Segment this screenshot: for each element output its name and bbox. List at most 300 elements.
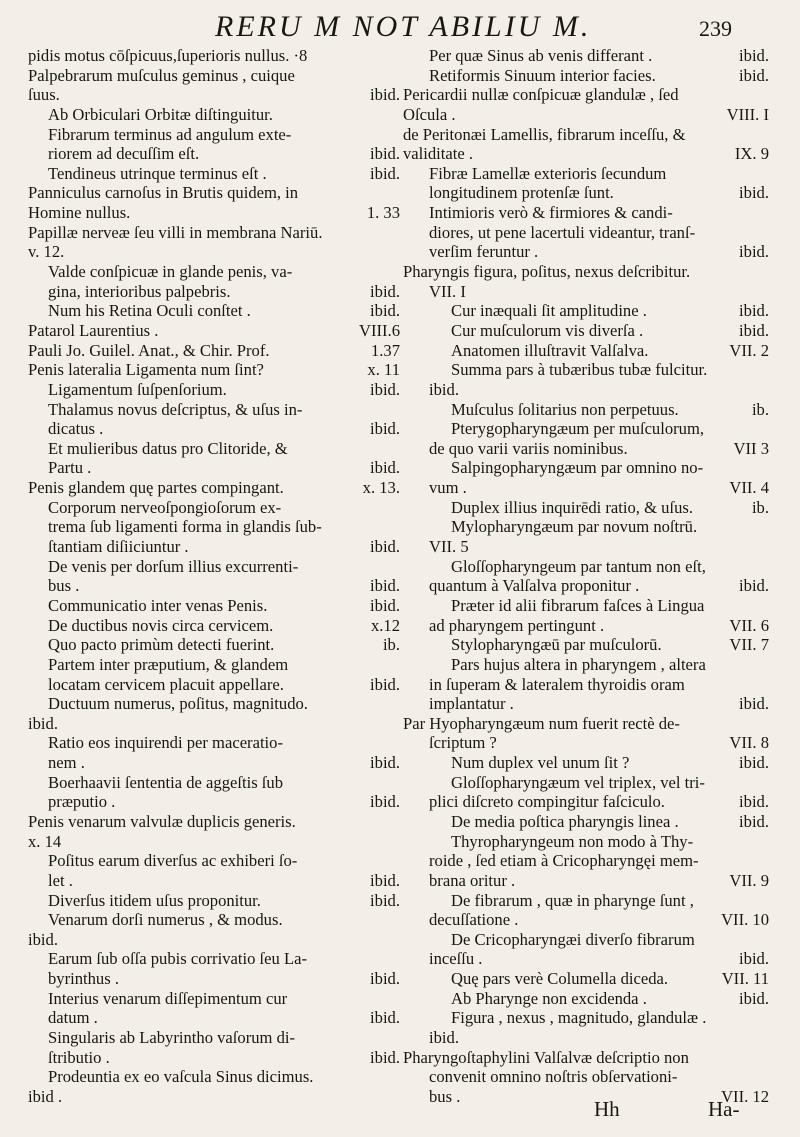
signature-mark: Hh [594,1097,620,1121]
entry-text: plici diſcreto compingitur faſciculo. [429,792,665,812]
index-entry [28,773,400,793]
entry-text: x. 14 [28,831,62,851]
index-entry [28,400,400,420]
index-entry [28,85,400,105]
index-entry [28,321,400,341]
index-entry [403,223,769,243]
index-entry [28,832,400,852]
entry-text: Quo pacto primùm detecti fuerint. [48,635,275,655]
entry-text: convenit omnino noſtris obſervationi- [429,1067,678,1087]
index-entry [403,832,769,852]
index-entry [28,891,400,911]
entry-text: Et mulieribus datus pro Clitoride, & [48,438,288,458]
entry-text: Duplex illius inquirēdi ratio, & uſus. [451,497,693,517]
index-entry [28,282,400,302]
entry-reference: ibid. [370,537,400,557]
entry-text: dicatus . [48,419,104,439]
entry-text: De Cricopharyngæi diverſo fibrarum [451,929,695,949]
index-entry [28,655,400,675]
entry-text: præputio . [48,792,116,812]
entry-text: Ductuum numerus, poſitus, magnitudo. [48,694,308,714]
entry-reference [763,1008,769,1028]
entry-reference: ib. [751,399,769,419]
index-entry [403,203,769,223]
entry-reference: ibid. [370,379,400,399]
page-number: 239 [699,16,732,41]
index-entry [403,557,769,577]
entry-text: v. 12. [28,242,65,262]
entry-reference [394,46,400,66]
index-entry [403,930,769,950]
entry-reference: ibid. [370,419,400,439]
index-entry [28,419,400,439]
index-entry [28,812,400,832]
entry-text: Interius venarum diſſepimentum cur [48,988,288,1008]
entry-reference: ibid. [739,949,769,969]
index-entry [403,301,769,321]
entry-reference: VII 3 [733,438,769,458]
entry-text: Diverſus itidem uſus proponitur. [48,890,261,910]
entry-reference: VII. 2 [729,340,769,360]
entry-text: Tendineus utrinque terminus eſt . [48,163,267,183]
entry-reference [394,851,400,871]
entry-text: verſim feruntur . [429,242,539,262]
entry-text: Ratio eos inquirendi per maceratio- [48,733,283,753]
index-entry [28,1008,400,1028]
index-entry [403,576,769,596]
index-entry [403,458,769,478]
entry-reference [763,1048,769,1068]
index-entry [28,144,400,164]
index-entry [28,46,400,66]
index-entry [28,439,400,459]
entry-text: ibid. [429,379,459,399]
index-entry [403,635,769,655]
entry-text: VII. I [429,281,466,301]
entry-reference [763,380,769,400]
index-entry [28,576,400,596]
entry-reference: ibid. [370,1047,400,1067]
index-entry [28,203,400,223]
entry-text: Penis venarum valvulæ duplicis generis. [28,811,296,831]
index-entry [28,557,400,577]
entry-reference: ibid. [370,870,400,890]
entry-reference: ib. [751,497,769,517]
entry-text: riorem ad decuſſim eſt. [48,144,200,164]
entry-text: implantatur . [429,694,514,714]
index-entry [28,694,400,714]
entry-reference: ibid. [370,301,400,321]
entry-text: nem . [48,753,85,773]
entry-text: roide , ſed etiam à Cricopharyngęi mem- [429,851,699,871]
entry-reference: ibid. [739,576,769,596]
index-entry [403,1067,769,1087]
entry-reference: VII. 7 [729,635,769,655]
index-entry [28,380,400,400]
entry-reference: ibid. [370,753,400,773]
index-entry [28,125,400,145]
index-entry [28,675,400,695]
index-entry [403,439,769,459]
entry-reference [763,164,769,184]
entry-reference: ibid. [370,163,400,183]
index-entry [28,989,400,1009]
entry-reference [763,360,769,380]
entry-text: in ſuperam & lateralem thyroidis oram [429,674,685,694]
entry-reference [763,714,769,734]
entry-text: Homine nullus. [28,203,131,223]
entry-reference [394,557,400,577]
entry-reference: ibid. [739,65,769,85]
entry-reference [763,596,769,616]
index-entry [403,321,769,341]
index-entry [28,596,400,616]
entry-reference: 1.37 [370,340,400,360]
entry-reference [394,1067,400,1087]
entry-reference [763,832,769,852]
index-entry [28,753,400,773]
entry-text: Muſculus ſolitarius non perpetuus. [451,399,679,419]
entry-text: Ab Pharynge non excidenda . [451,988,647,1008]
entry-reference: VII. 6 [729,615,769,635]
page-header [0,2,800,46]
index-column-left [28,46,400,1107]
entry-text: ibid . [28,1086,63,1106]
index-entry [28,478,400,498]
entry-text: ad pharyngem pertingunt . [429,615,605,635]
index-entry [403,989,769,1009]
index-entry [403,1008,769,1028]
index-entry [403,871,769,891]
index-entry [403,733,769,753]
entry-text: Pars hujus altera in pharyngem , altera [451,654,706,674]
entry-text: Cur muſculorum vis diverſa . [451,320,644,340]
entry-text: Panniculus carnoſus in Brutis quidem, in [28,183,299,203]
entry-text: Fibræ Lamellæ exterioris ſecundum [429,163,667,183]
index-entry [28,242,400,262]
index-entry [28,498,400,518]
entry-reference: ibid. [370,281,400,301]
index-entry [403,66,769,86]
entry-reference: VII. 8 [729,733,769,753]
entry-text: byrinthus . [48,969,119,989]
entry-reference: ibid. [370,792,400,812]
entry-text: Intimioris verò & firmiores & candi- [429,203,673,223]
entry-text: bus . [429,1086,461,1106]
index-entry [28,517,400,537]
entry-reference: ibid. [739,792,769,812]
index-entry [403,969,769,989]
index-entry [403,360,769,380]
entry-reference: x. 13. [362,478,400,498]
index-entry [28,105,400,125]
entry-text: ſuus. [28,85,60,105]
entry-reference [763,537,769,557]
index-entry [28,949,400,969]
index-entry [403,478,769,498]
entry-reference: ib. [382,635,400,655]
entry-reference [394,517,400,537]
entry-reference: ibid. [370,674,400,694]
entry-reference [763,773,769,793]
entry-reference [394,262,400,282]
entry-reference: ibid. [739,320,769,340]
index-entry [403,616,769,636]
entry-text: Num his Retina Oculi conſtet . [48,301,251,321]
entry-text: Pharyngis figura, poſitus, nexus deſcribitur. [403,262,691,282]
entry-text: De venis per dorſum illius excurrenti- [48,556,299,576]
index-entry [28,910,400,930]
entry-text: Figura , nexus , magnitudo, glandulæ . [451,1008,707,1028]
entry-reference: ibid. [370,595,400,615]
index-entry [403,675,769,695]
index-entry [403,262,769,282]
entry-reference [394,773,400,793]
entry-text: Per quæ Sinus ab venis differant . [429,46,653,65]
index-entry [403,910,769,930]
entry-reference [394,223,400,243]
index-entry [403,183,769,203]
entry-reference [763,262,769,282]
entry-reference [394,498,400,518]
index-entry [403,85,769,105]
entry-reference [394,439,400,459]
page-footer [0,1097,800,1127]
entry-text: quantum à Valſalva proponitur . [429,576,640,596]
entry-reference [394,694,400,714]
entry-text: Par Hyopharyngæum num fuerit rectè de- [403,713,680,733]
entry-reference [763,851,769,871]
index-entry [28,930,400,950]
index-entry [28,635,400,655]
entry-reference [394,242,400,262]
entry-reference [394,105,400,125]
entry-reference [763,419,769,439]
entry-reference: ibid. [370,890,400,910]
index-entry [28,341,400,361]
entry-reference [394,400,400,420]
entry-reference: ibid. [370,969,400,989]
entry-text: Pterygopharyngæum per muſculorum, [451,419,705,439]
entry-reference: VIII.6 [358,320,400,340]
entry-reference [394,949,400,969]
entry-reference [394,66,400,86]
entry-reference: x. 11 [367,360,400,380]
index-entry [403,949,769,969]
index-entry [403,242,769,262]
entry-text: Poſitus earum diverſus ac exhiberi ſo- [48,851,298,871]
index-entry [28,164,400,184]
entry-reference: ibid. [739,183,769,203]
entry-text: De ductibus novis circa cervicem. [48,615,274,635]
entry-text: datum . [48,1008,98,1028]
entry-text: vum . [429,478,467,498]
entry-text: Stylopharyngæū par muſculorū. [451,635,662,655]
entry-text: Ab Orbiculari Orbitæ diſtinguitur. [48,104,273,124]
index-entry [28,714,400,734]
entry-reference [763,557,769,577]
entry-reference [394,832,400,852]
index-entry [403,1048,769,1068]
index-entry [28,262,400,282]
entry-reference [394,125,400,145]
entry-reference: ibid. [739,301,769,321]
entry-reference [763,675,769,695]
entry-text: Cur inæquali ſit amplitudine . [451,301,647,321]
entry-text: Earum ſub oſſa pubis corrivatio ſeu La- [48,949,307,969]
entry-text: let . [48,870,73,890]
entry-text: Penis lateralia Ligamenta num ſint? [28,360,264,380]
entry-text: Anatomen illuſtravit Valſalva. [451,340,649,360]
entry-text: Mylopharyngæum par novum noſtrū. [451,517,698,537]
entry-text: Thyropharyngeum non modo à Thy- [451,831,694,851]
entry-text: locatam cervicem placuit appellare. [48,674,284,694]
index-entry [403,1028,769,1048]
catchword: Ha- [708,1097,740,1121]
entry-text: VII. 5 [429,537,469,557]
entry-reference [763,1028,769,1048]
entry-text: de Peritonæi Lamellis, fibrarum inceſſu, & [403,124,686,144]
entry-text: validitate . [403,144,474,164]
index-entry [28,792,400,812]
index-entry [28,1067,400,1087]
entry-text: Præter id alii fibrarum faſces à Lingua [451,595,705,615]
entry-reference [763,125,769,145]
entry-text: Pauli Jo. Guilel. Anat., & Chir. Prof. [28,340,270,360]
entry-reference: IX. 9 [734,144,769,164]
entry-text: Venarum dorſi numerus , & modus. [48,910,283,930]
entry-text: bus . [48,576,80,596]
entry-text: ibid. [429,1028,459,1048]
entry-text: Singularis ab Labyrintho vaſorum di- [48,1028,296,1048]
index-entry [28,1028,400,1048]
entry-text: Summa pars à tubæribus tubæ fulcitur. [451,360,708,380]
index-entry [28,360,400,380]
entry-text: Boerhaavii ſententia de aggeſtis ſub [48,772,284,792]
index-entry [28,871,400,891]
index-entry [28,537,400,557]
entry-reference [763,223,769,243]
index-entry [403,125,769,145]
entry-text: Palpebrarum muſculus geminus , cuique [28,65,295,85]
index-entry [403,380,769,400]
entry-reference [763,517,769,537]
entry-reference [763,655,769,675]
entry-reference [763,458,769,478]
entry-reference: VII. 9 [729,870,769,890]
entry-reference [394,714,400,734]
entry-reference: ibid. [739,694,769,714]
index-entry [403,419,769,439]
entry-reference [763,85,769,105]
index-entry [403,891,769,911]
entry-reference: VIII. I [726,104,769,124]
index-entry [28,1048,400,1068]
entry-reference [763,891,769,911]
index-entry [403,773,769,793]
index-entry [28,851,400,871]
entry-text: Partu . [48,458,92,478]
entry-text: Prodeuntia ex eo vaſcula Sinus dicimus. [48,1067,314,1087]
entry-text: pidis motus cōſpicuus,ſuperioris nullus. ·8 [28,46,308,65]
index-entry [403,164,769,184]
entry-text: Gloſſopharyngæum vel triplex, vel tri- [451,772,705,792]
entry-text: ſcriptum ? [429,733,497,753]
entry-text: Salpingopharyngæum par omnino no- [451,458,704,478]
entry-text: Valde conſpicuæ in glande penis, va- [48,262,293,282]
index-entry [403,282,769,302]
entry-text: Communicatio inter venas Penis. [48,595,268,615]
entry-reference [394,1028,400,1048]
entry-text: Pericardii nullæ conſpicuæ glandulæ , ſed [403,85,679,105]
entry-text: Papillæ nerveæ ſeu villi in membrana Nariū. [28,222,323,242]
entry-text: Oſcula . [403,104,456,124]
index-entry [403,46,769,66]
index-entry [403,400,769,420]
entry-text: trema ſub ligamenti forma in glandis ſub- [48,517,322,537]
entry-text: Thalamus novus deſcriptus, & uſus in- [48,399,303,419]
entry-reference [394,655,400,675]
entry-text: Fibrarum terminus ad angulum exte- [48,124,292,144]
index-entry [403,498,769,518]
entry-text: Ligamentum ſuſpenſorium. [48,379,227,399]
entry-text: inceſſu . [429,949,483,969]
index-entry [28,616,400,636]
entry-reference [763,1067,769,1087]
entry-reference: VII. 11 [721,969,769,989]
entry-text: Partem inter præputium, & glandem [48,654,289,674]
index-entry [403,753,769,773]
entry-text: ibid. [28,929,58,949]
running-title: RERU M NOT ABILIU M. [215,10,592,43]
entry-reference: ibid. [370,1008,400,1028]
entry-reference [763,282,769,302]
entry-reference [394,812,400,832]
entry-reference: ibid. [739,242,769,262]
index-entry [403,714,769,734]
entry-reference [394,733,400,753]
index-entry [28,183,400,203]
entry-reference: x.12 [370,615,400,635]
entry-text: ſtantiam diſiiciuntur . [48,537,189,557]
entry-reference [763,930,769,950]
entry-reference: ibid. [739,988,769,1008]
entry-reference: 1. 33 [366,203,400,223]
index-entry [403,517,769,537]
entry-text: Penis glandem quę partes compingant. [28,478,284,498]
index-entry [28,223,400,243]
index-entry [403,596,769,616]
entry-text: Retiformis Sinuum interior facies. [429,65,656,85]
index-entry [403,851,769,871]
entry-reference: ibid. [370,144,400,164]
entry-text: Quę pars verè Columella diceda. [451,969,669,989]
index-entry [403,812,769,832]
index-entry [403,537,769,557]
entry-text: brana oritur . [429,870,516,890]
entry-text: decuſſatione . [429,910,519,930]
entry-text: De fibrarum , quæ in pharynge ſunt , [451,890,694,910]
index-entry [403,144,769,164]
entry-text: ſtributio . [48,1047,110,1067]
index-entry [403,341,769,361]
index-entry [28,66,400,86]
entry-reference: VII. 12 [721,1086,769,1106]
index-entry [403,792,769,812]
entry-reference [394,910,400,930]
entry-text: ibid. [28,713,58,733]
entry-reference: VII. 10 [721,910,769,930]
